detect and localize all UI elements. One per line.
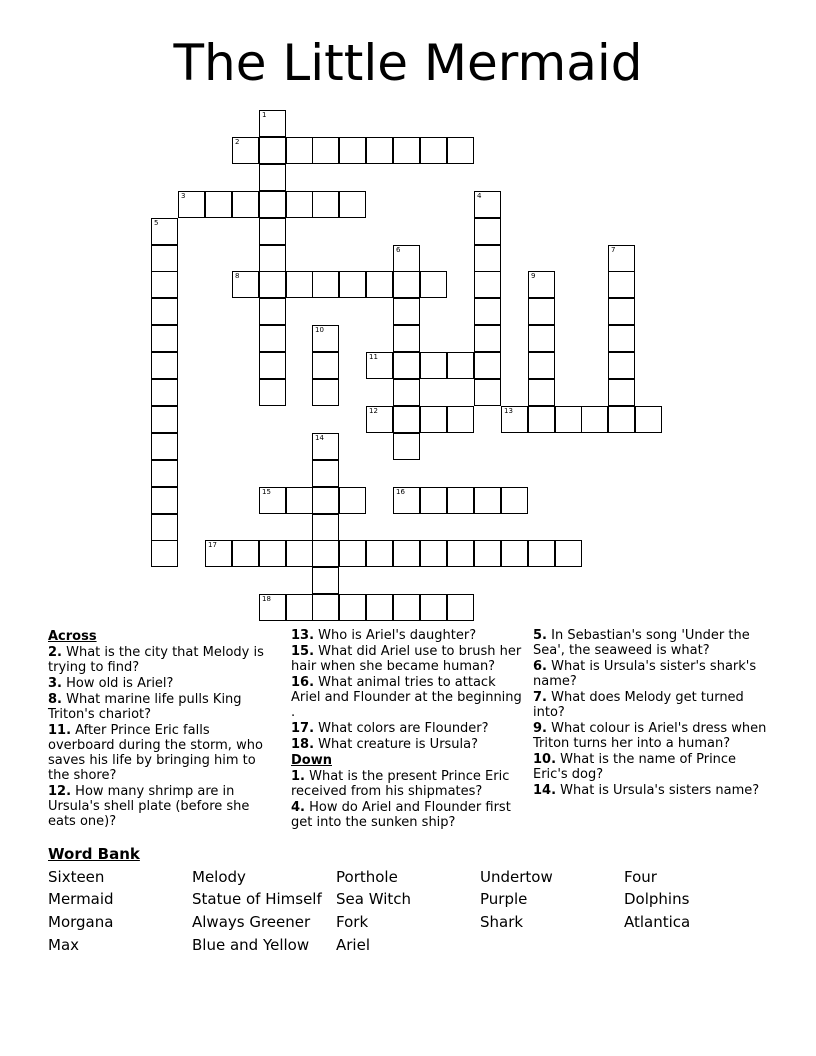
grid-cell[interactable] — [393, 271, 420, 298]
clue-across-2: 2. What is the city that Melody is trying to find? — [48, 645, 264, 675]
grid-cell[interactable] — [393, 540, 420, 567]
word-bank-item: Morgana — [48, 913, 114, 931]
grid-cell[interactable] — [312, 271, 339, 298]
word-bank-item: Four — [624, 868, 657, 886]
grid-cell[interactable] — [151, 487, 178, 514]
grid-cell[interactable] — [259, 487, 286, 514]
clue-across-11: 11. After Prince Eric falls overboard during the storm, who saves his life by bringing him to the shore? — [48, 723, 263, 783]
grid-cell[interactable] — [259, 191, 286, 218]
clue-number: 6 — [396, 246, 401, 254]
clue-across-3: 3. How old is Ariel? — [48, 676, 174, 691]
grid-cell[interactable] — [339, 271, 366, 298]
page-title: The Little Mermaid — [173, 34, 643, 92]
grid-cell[interactable] — [528, 540, 555, 567]
grid-cell[interactable] — [232, 191, 259, 218]
grid-cell[interactable] — [393, 245, 420, 272]
grid-cell[interactable] — [232, 540, 259, 567]
grid-cell[interactable] — [178, 191, 205, 218]
grid-cell[interactable] — [151, 379, 178, 406]
grid-cell[interactable] — [312, 325, 339, 352]
grid-cell[interactable] — [151, 271, 178, 298]
grid-cell[interactable] — [528, 325, 555, 352]
grid-cell[interactable] — [151, 406, 178, 433]
word-bank-item: Undertow — [480, 868, 553, 886]
clue-number: 17 — [208, 541, 217, 549]
grid-cell[interactable] — [528, 379, 555, 406]
grid-cell[interactable] — [339, 137, 366, 164]
word-bank-item: Porthole — [336, 868, 398, 886]
word-bank-item: Ariel — [336, 936, 370, 954]
clue-down-6: 6. What is Ursula's sister's shark's name? — [533, 659, 757, 689]
grid-cell[interactable] — [232, 271, 259, 298]
grid-cell[interactable] — [474, 271, 501, 298]
clues-column-1 — [48, 628, 280, 830]
grid-cell[interactable] — [259, 594, 286, 621]
grid-cell[interactable] — [528, 352, 555, 379]
grid-cell[interactable] — [474, 298, 501, 325]
grid-cell[interactable] — [259, 379, 286, 406]
clue-down-10: 10. What is the name of Prince Eric's dog? — [533, 752, 737, 782]
clue-down-9: 9. What colour is Ariel's dress when Triton turns her into a human? — [533, 721, 767, 751]
clue-number: 9 — [531, 272, 536, 280]
clue-across-16: 16. What animal tries to attack Ariel and Flounder at the beginning . — [291, 675, 522, 720]
grid-cell[interactable] — [608, 325, 635, 352]
word-bank-item: Mermaid — [48, 890, 114, 908]
grid-cell[interactable] — [312, 487, 339, 514]
word-bank-item: Always Greener — [192, 913, 311, 931]
grid-cell[interactable] — [474, 540, 501, 567]
grid-cell[interactable] — [447, 594, 474, 621]
clue-number: 14 — [315, 434, 324, 442]
word-bank-item: Statue of Himself — [192, 890, 322, 908]
grid-cell[interactable] — [420, 594, 447, 621]
grid-cell[interactable] — [447, 137, 474, 164]
grid-cell[interactable] — [393, 433, 420, 460]
clue-number: 5 — [154, 219, 159, 227]
grid-cell[interactable] — [420, 487, 447, 514]
clue-number: 1 — [262, 111, 267, 119]
grid-cell[interactable] — [420, 406, 447, 433]
grid-cell[interactable] — [259, 137, 286, 164]
grid-cell[interactable] — [259, 245, 286, 272]
clue-down-5: 5. In Sebastian's song 'Under the Sea', the seaweed is what? — [533, 628, 750, 658]
clue-number: 4 — [477, 192, 482, 200]
grid-cell[interactable] — [528, 271, 555, 298]
grid-cell[interactable] — [474, 352, 501, 379]
grid-cell[interactable] — [608, 352, 635, 379]
clue-across-13: 13. Who is Ariel's daughter? — [291, 628, 477, 643]
grid-cell[interactable] — [312, 191, 339, 218]
grid-cell[interactable] — [608, 298, 635, 325]
grid-cell[interactable] — [501, 487, 528, 514]
word-bank-title: Word Bank — [48, 845, 140, 863]
grid-cell[interactable] — [312, 514, 339, 541]
grid-cell[interactable] — [393, 594, 420, 621]
clue-down-7: 7. What does Melody get turned into? — [533, 690, 744, 720]
grid-cell[interactable] — [366, 594, 393, 621]
grid-cell[interactable] — [151, 325, 178, 352]
grid-cell[interactable] — [232, 137, 259, 164]
word-bank-item: Purple — [480, 890, 528, 908]
grid-cell[interactable] — [474, 325, 501, 352]
grid-cell[interactable] — [259, 271, 286, 298]
clue-number: 18 — [262, 595, 271, 603]
clue-across-12: 12. How many shrimp are in Ursula's shell plate (before she eats one)? — [48, 784, 250, 829]
grid-cell[interactable] — [393, 352, 420, 379]
grid-cell[interactable] — [608, 379, 635, 406]
grid-cell[interactable] — [420, 540, 447, 567]
across-heading: Across — [48, 629, 97, 644]
grid-cell[interactable] — [393, 379, 420, 406]
grid-cell[interactable] — [635, 406, 662, 433]
word-bank-item: Blue and Yellow — [192, 936, 310, 954]
word-bank-item: Fork — [336, 913, 369, 931]
grid-cell[interactable] — [259, 298, 286, 325]
clue-number: 7 — [611, 246, 616, 254]
grid-cell[interactable] — [151, 433, 178, 460]
clue-down-1: 1. What is the present Prince Eric received from his shipmates? — [291, 769, 510, 799]
clue-number: 2 — [235, 138, 240, 146]
grid-cell[interactable] — [447, 487, 474, 514]
grid-cell[interactable] — [366, 406, 393, 433]
grid-cell[interactable] — [447, 352, 474, 379]
word-bank-item: Dolphins — [624, 890, 690, 908]
grid-cell[interactable] — [205, 540, 232, 567]
clue-number: 15 — [262, 488, 271, 496]
clue-number: 10 — [315, 326, 324, 334]
clue-number: 12 — [369, 407, 378, 415]
grid-cell[interactable] — [528, 406, 555, 433]
clue-across-8: 8. What marine life pulls King Triton's chariot? — [48, 692, 242, 722]
grid-cell[interactable] — [151, 460, 178, 487]
grid-cell[interactable] — [581, 406, 608, 433]
grid-cell[interactable] — [339, 540, 366, 567]
word-bank-item: Sea Witch — [336, 890, 412, 908]
grid-cell[interactable] — [312, 594, 339, 621]
grid-cell[interactable] — [151, 352, 178, 379]
grid-cell[interactable] — [608, 271, 635, 298]
grid-cell[interactable] — [393, 298, 420, 325]
clue-number: 13 — [504, 407, 513, 415]
grid-cell[interactable] — [393, 406, 420, 433]
grid-cell[interactable] — [286, 191, 313, 218]
clue-down-14: 14. What is Ursula's sisters name? — [533, 783, 760, 798]
grid-cell[interactable] — [393, 325, 420, 352]
grid-cell[interactable] — [420, 271, 447, 298]
grid-cell[interactable] — [608, 245, 635, 272]
grid-cell[interactable] — [259, 325, 286, 352]
word-bank-item: Shark — [480, 913, 524, 931]
clue-number: 8 — [235, 272, 240, 280]
grid-cell[interactable] — [339, 594, 366, 621]
grid-cell[interactable] — [393, 487, 420, 514]
word-bank-item: Max — [48, 936, 80, 954]
grid-cell[interactable] — [501, 540, 528, 567]
clues-column-3 — [533, 628, 773, 799]
clue-number: 16 — [396, 488, 405, 496]
grid-cell[interactable] — [312, 137, 339, 164]
clues-column-2 — [291, 628, 527, 831]
grid-cell[interactable] — [259, 540, 286, 567]
clue-across-18: 18. What creature is Ursula? — [291, 737, 479, 752]
grid-cell[interactable] — [259, 110, 286, 137]
grid-cell[interactable] — [474, 245, 501, 272]
grid-cell[interactable] — [501, 406, 528, 433]
grid-cell[interactable] — [420, 137, 447, 164]
grid-cell[interactable] — [259, 218, 286, 245]
grid-cell[interactable] — [286, 594, 313, 621]
clue-number: 11 — [369, 353, 378, 361]
grid-cell[interactable] — [474, 218, 501, 245]
grid-cell[interactable] — [151, 218, 178, 245]
grid-cell[interactable] — [205, 191, 232, 218]
grid-cell[interactable] — [393, 137, 420, 164]
clue-down-4: 4. How do Ariel and Flounder first get into the sunken ship? — [291, 800, 511, 830]
grid-cell[interactable] — [151, 298, 178, 325]
grid-cell[interactable] — [474, 379, 501, 406]
word-bank-item: Melody — [192, 868, 246, 886]
down-heading: Down — [291, 753, 332, 768]
grid-cell[interactable] — [312, 567, 339, 594]
grid-cell[interactable] — [151, 514, 178, 541]
grid-cell[interactable] — [474, 487, 501, 514]
grid-cell[interactable] — [286, 487, 313, 514]
grid-cell[interactable] — [474, 191, 501, 218]
grid-cell[interactable] — [312, 379, 339, 406]
grid-cell[interactable] — [608, 406, 635, 433]
word-bank-item: Atlantica — [624, 913, 691, 931]
grid-cell[interactable] — [312, 460, 339, 487]
grid-cell[interactable] — [366, 137, 393, 164]
grid-cell[interactable] — [366, 352, 393, 379]
grid-cell[interactable] — [339, 487, 366, 514]
clue-across-15: 15. What did Ariel use to brush her hair when she became human? — [291, 644, 522, 674]
grid-cell[interactable] — [151, 540, 178, 567]
grid-cell[interactable] — [259, 164, 286, 191]
grid-cell[interactable] — [366, 271, 393, 298]
clue-across-17: 17. What colors are Flounder? — [291, 721, 489, 736]
grid-cell[interactable] — [339, 191, 366, 218]
grid-cell[interactable] — [286, 271, 313, 298]
word-bank-item: Sixteen — [48, 868, 105, 886]
grid-cell[interactable] — [312, 433, 339, 460]
clue-number: 3 — [181, 192, 186, 200]
grid-cell[interactable] — [259, 352, 286, 379]
grid-cell[interactable] — [420, 352, 447, 379]
grid-cell[interactable] — [528, 298, 555, 325]
grid-cell[interactable] — [447, 406, 474, 433]
grid-cell[interactable] — [447, 540, 474, 567]
grid-cell[interactable] — [286, 540, 313, 567]
grid-cell[interactable] — [312, 352, 339, 379]
grid-cell[interactable] — [312, 540, 339, 567]
grid-cell[interactable] — [286, 137, 313, 164]
grid-cell[interactable] — [366, 540, 393, 567]
grid-cell[interactable] — [555, 406, 582, 433]
grid-cell[interactable] — [151, 245, 178, 272]
grid-cell[interactable] — [555, 540, 582, 567]
